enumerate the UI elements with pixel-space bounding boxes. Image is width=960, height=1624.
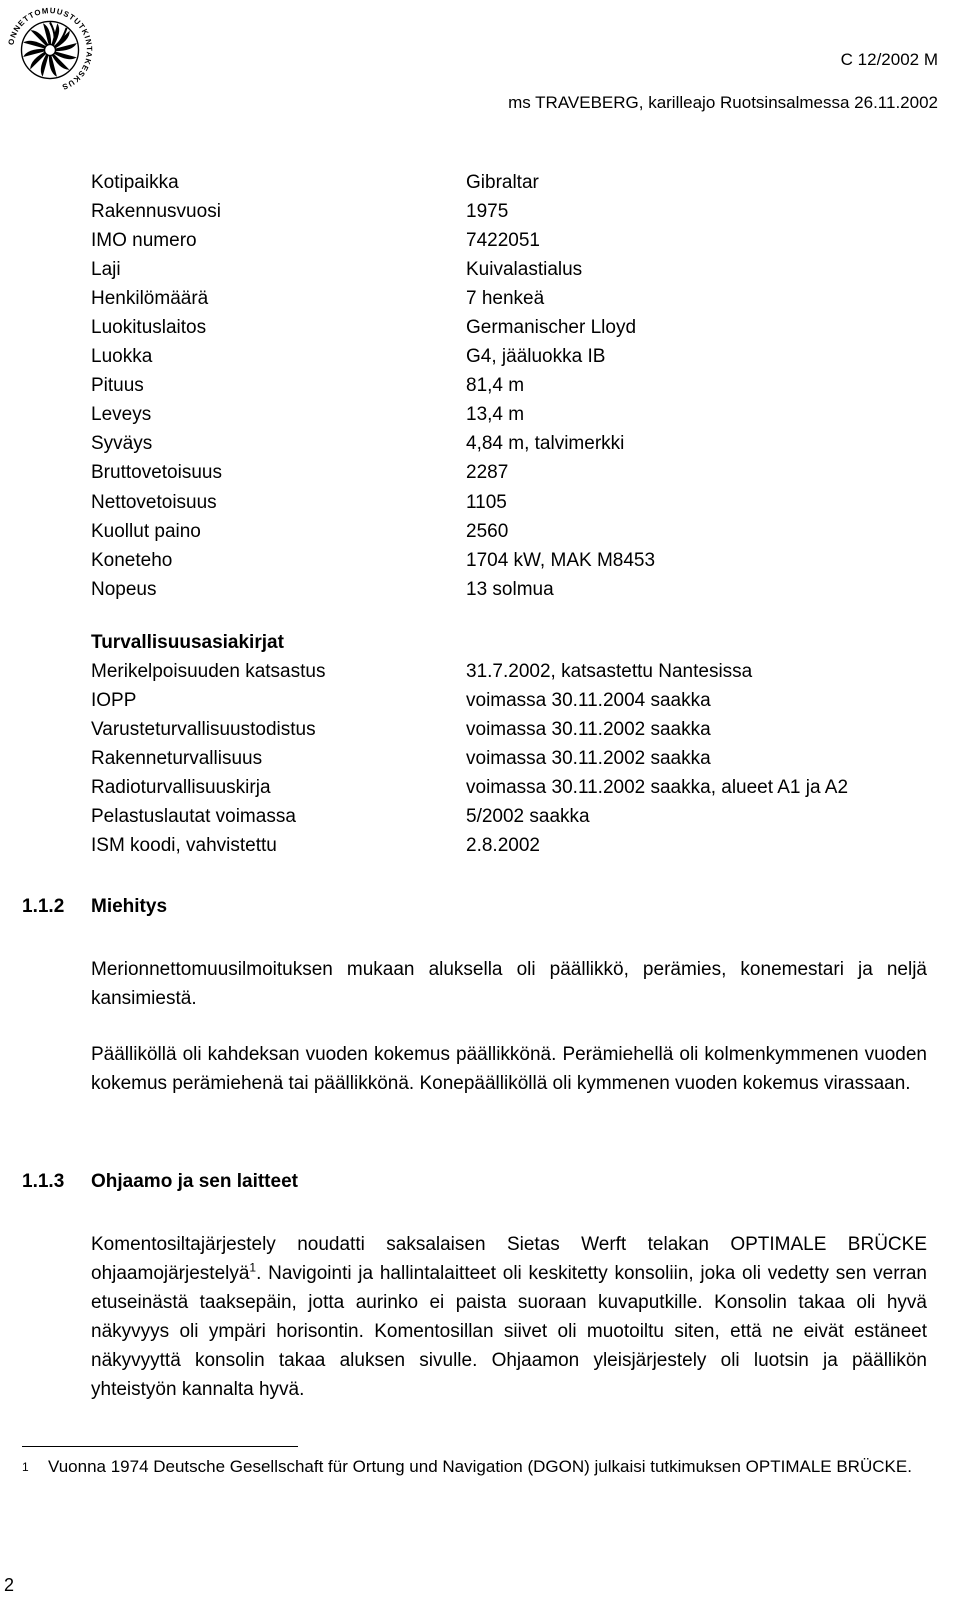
paragraph-bridge <box>91 1230 927 1404</box>
safety-doc-label: IOPP <box>91 689 137 711</box>
spec-value: 13 solmua <box>466 578 554 600</box>
spec-label: Kuollut paino <box>91 520 201 542</box>
safety-doc-label: Pelastuslautat voimassa <box>91 805 296 827</box>
spec-label: Henkilömäärä <box>91 287 209 309</box>
section-number: 1.1.2 <box>22 896 65 917</box>
section-heading-miehitys <box>22 896 167 918</box>
report-subtitle: ms TRAVEBERG, karilleajo Ruotsinsalmessa 26.11.2002 <box>508 93 938 112</box>
safety-doc-value: voimassa 30.11.2002 saakka, alueet A1 ja A2 <box>466 776 849 798</box>
safety-doc-value: 5/2002 saakka <box>466 805 590 827</box>
spec-value: 7 henkeä <box>466 287 545 309</box>
spec-label: Leveys <box>91 404 152 426</box>
safety-doc-label: ISM koodi, vahvistettu <box>91 834 277 856</box>
safety-doc-label: Rakenneturvallisuus <box>91 747 263 769</box>
spec-value: 81,4 m <box>466 375 525 397</box>
spec-value: 2287 <box>466 462 509 484</box>
spec-label: Rakennusvuosi <box>91 200 221 222</box>
spec-row <box>91 459 851 488</box>
safety-doc-value: 31.7.2002, katsastettu Nantesissa <box>466 660 753 682</box>
spec-label: Pituus <box>91 375 144 397</box>
spec-value: Kuivalastialus <box>466 258 583 280</box>
spec-row <box>91 313 851 342</box>
spec-label: Luokka <box>91 346 153 368</box>
footnote-reference: 1 <box>249 1260 257 1275</box>
spec-label: Laji <box>91 258 121 280</box>
paragraph-bridge-text-a: Komentosiltajärjestely noudatti saksalaisen Sietas Werft telakan OPTIMALE BRÜCKE ohjaamojärjestelyä <box>91 1234 927 1284</box>
spec-label: Koneteho <box>91 549 173 571</box>
onnettomuustutkintakeskus-logo <box>4 4 96 96</box>
safety-doc-row <box>91 715 951 744</box>
report-code: C 12/2002 M <box>840 50 938 69</box>
safety-doc-row <box>91 657 951 686</box>
safety-doc-value: 2.8.2002 <box>466 834 540 856</box>
section-number: 1.1.3 <box>22 1171 65 1192</box>
spec-label: Luokituslaitos <box>91 317 207 339</box>
footnote-mark: 1 <box>22 1460 29 1474</box>
spec-row <box>91 546 851 575</box>
spec-row <box>91 401 851 430</box>
safety-doc-value: voimassa 30.11.2002 saakka <box>466 747 711 769</box>
spec-row <box>91 226 851 255</box>
section-title: Miehitys <box>91 896 168 917</box>
spec-label: Syväys <box>91 433 153 455</box>
safety-doc-row <box>91 802 951 831</box>
section-heading-ohjaamo <box>22 1171 298 1193</box>
spec-value: 1704 kW, MAK M8453 <box>466 549 656 571</box>
spec-row <box>91 372 851 401</box>
paragraph-bridge-text-b: . Navigointi ja hallintalaitteet oli keskitetty konsoliin, joka oli vedetty sen verran etuseinästä taaksepäin, jotta aurinko ei paista suoraan kuvaputkille. Konsolin takaa oli hyvä näkyvyys oli ympäri horisontin. Komentosillan siivet oli muotoiltu siten, että ne eivät estäneet näkyvyyttä konsolin takaa aluksen sivulle. Ohjaamon yleisjärjestely oli luotsin ja päällikön yhteistyön kannalta hyvä. <box>91 1263 927 1400</box>
paragraph-crew-1: Merionnettomuusilmoituksen mukaan aluksella oli päällikkö, perämies, konemestari ja neljä kansimiestä. <box>91 959 927 1009</box>
safety-doc-row <box>91 744 951 773</box>
safety-doc-row <box>91 773 951 802</box>
spec-label: Bruttovetoisuus <box>91 462 222 484</box>
spec-label: Nettovetoisuus <box>91 491 217 513</box>
spec-row <box>91 284 851 313</box>
spec-row <box>91 197 851 226</box>
safety-doc-value: voimassa 30.11.2004 saakka <box>466 689 711 711</box>
ship-specs-table <box>91 168 851 604</box>
spec-value: 4,84 m, talvimerkki <box>466 433 625 455</box>
footnote-divider <box>22 1446 298 1447</box>
paragraph-crew-2: Päälliköllä oli kahdeksan vuoden kokemus päällikkönä. Perämiehellä oli kolmenkymmenen vuoden kokemus perämiehenä tai päällikkönä. Konepäälliköllä oli kymmenen vuoden kokemus virassaan. <box>91 1044 927 1094</box>
page-number: 2 <box>4 1575 15 1595</box>
spec-value: 7422051 <box>466 229 540 251</box>
safety-doc-row <box>91 686 951 715</box>
spec-value: 1105 <box>466 491 507 513</box>
spec-row <box>91 430 851 459</box>
safety-doc-value: voimassa 30.11.2002 saakka <box>466 718 711 740</box>
spec-label: IMO numero <box>91 229 197 251</box>
spec-value: 2560 <box>466 520 509 542</box>
spec-row <box>91 343 851 372</box>
safety-doc-label: Radioturvallisuuskirja <box>91 776 271 798</box>
spec-row <box>91 488 851 517</box>
safety-doc-row <box>91 831 951 860</box>
footnote <box>22 1456 922 1478</box>
spec-label: Kotipaikka <box>91 171 179 193</box>
spec-row <box>91 255 851 284</box>
spec-row <box>91 168 851 197</box>
section-title: Ohjaamo ja sen laitteet <box>91 1171 298 1192</box>
spec-row <box>91 517 851 546</box>
safety-doc-label: Varusteturvallisuustodistus <box>91 718 316 740</box>
spec-label: Nopeus <box>91 578 157 600</box>
footnote-text: Vuonna 1974 Deutsche Gesellschaft für Ortung und Navigation (DGON) julkaisi tutkimuksen OPTIMALE BRÜCKE. <box>48 1457 912 1476</box>
svg-text:ONNETTOMUUSTUTKINTAKESKUS: ONNETTOMUUSTUTKINTAKESKUS <box>6 6 94 92</box>
spec-row <box>91 575 851 604</box>
spec-value: 1975 <box>466 200 509 222</box>
spec-value: 13,4 m <box>466 404 525 426</box>
spec-value: Germanischer Lloyd <box>466 317 637 339</box>
safety-docs-title: Turvallisuusasiakirjat <box>91 632 284 653</box>
safety-docs-section <box>91 628 951 860</box>
spec-value: G4, jääluokka IB <box>466 346 606 368</box>
spec-value: Gibraltar <box>466 171 539 193</box>
safety-doc-label: Merikelpoisuuden katsastus <box>91 660 326 682</box>
